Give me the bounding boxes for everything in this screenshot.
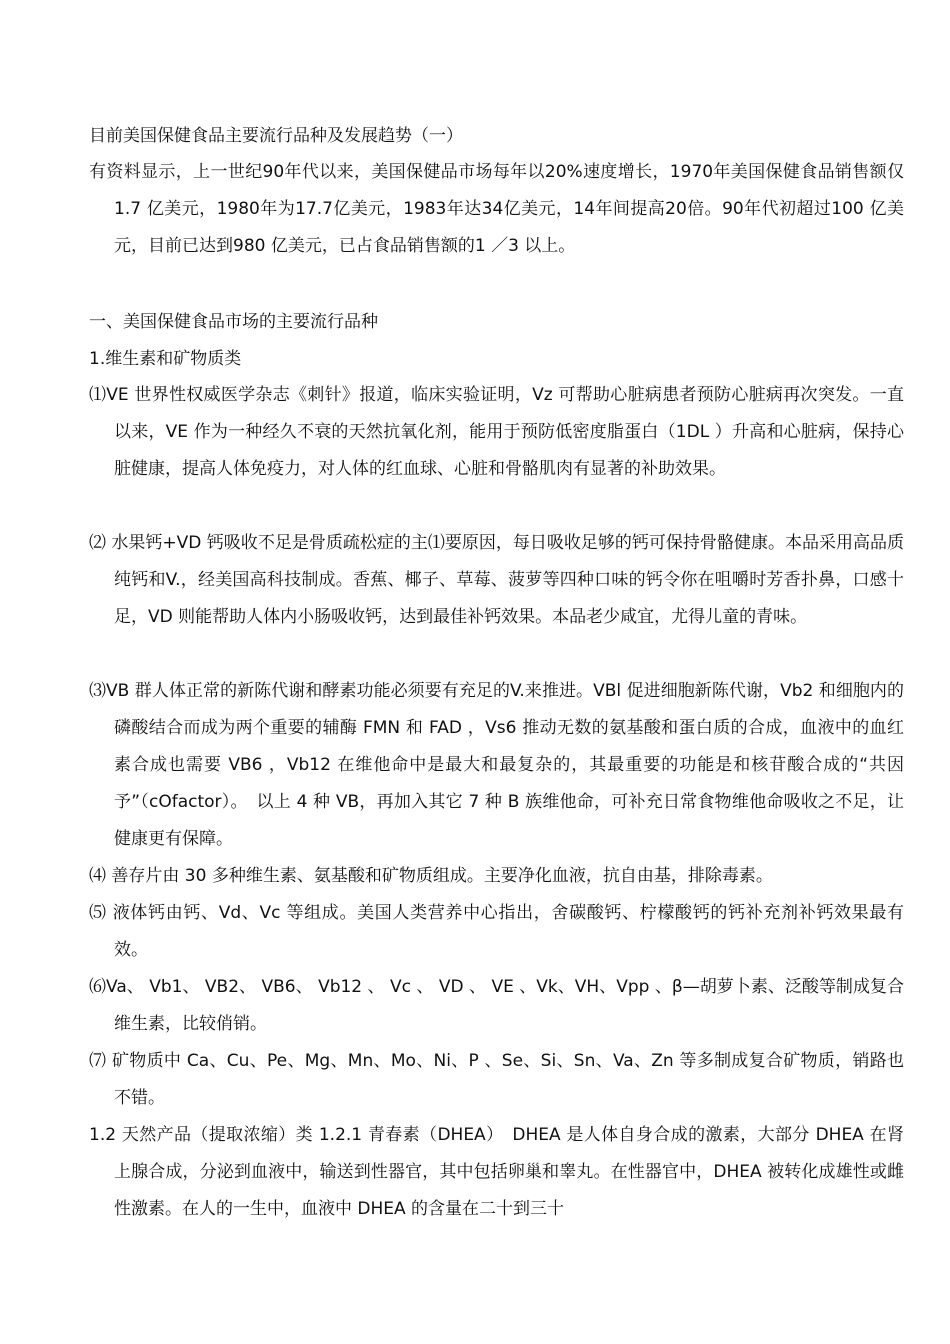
- list-item: ⑴VE 世界性权威医学杂志《刺针》报道，临床实验证明，Vz 可帮助心脏病患者预防心脏病再次突发。一直以来，VE 作为一种经久不衰的天然抗氧化剂，能用于预防低密度脂蛋白（1DL ）升高和心脏病，保持心脏健康，提高人体免疫力，对人体的红血球、心脏和骨骼肌肉有显著的补助效果。: [89, 385, 904, 479]
- subsection-heading: 1.维生素和矿物质类: [89, 349, 242, 369]
- list-item: ⑵ 水果钙+VD 钙吸收不足是骨质疏松症的主⑴要原因，每日吸收足够的钙可保持骨骼健康。本品采用高品质纯钙和V.，经美国高科技制成。香蕉、椰子、草莓、菠萝等四种口味的钙令你在咀嚼时芳香扑鼻，口感十足，VD 则能帮助人体内小肠吸收钙，达到最佳补钙效果。本品老少咸宜，尤得儿童的青味。: [89, 533, 904, 627]
- document-title: 目前美国保健食品主要流行品种及发展趋势（一）: [89, 126, 463, 146]
- list-item: ⑶VB 群人体正常的新陈代谢和酵素功能必须要有充足的V.来推进。VBl 促进细胞新陈代谢，Vb2 和细胞内的磷酸结合而成为两个重要的辅酶 FMN 和 FAD ，Vs6 推动无数的氨基酸和蛋白质的合成，血液中的血红素合成也需要 VB6 ，Vb12 在维他命中是最大和最复杂的，其最重要的功能是和核苷酸合成的“共因予”（cOfactor）。 以上 4 种 VB，再加入其它 7 种 B 族维他命，可补充日常食物维他命吸收之不足，让健康更有保障。: [89, 681, 904, 849]
- list-item: ⑸ 液体钙由钙、Vd、Vc 等组成。美国人类营养中心指出，舍碳酸钙、柠檬酸钙的钙补充剂补钙效果最有效。: [89, 903, 904, 960]
- intro-paragraph: 有资料显示，上一世纪90年代以来，美国保健品市场每年以20%速度增长，1970年美国保健食品销售额仅1.7 亿美元，1980年为17.7亿美元，1983年达34亿美元，14年间提高20倍。90年代初超过100 亿美元，目前已达到980 亿美元，已占食品销售额的1 ／3 以上。: [89, 162, 904, 256]
- list-item: ⑺ 矿物质中 Ca、Cu、Pe、Mg、Mn、Mo、Ni、P 、Se、Si、Sn、Va、Zn 等多制成复合矿物质，销路也不错。: [89, 1051, 904, 1108]
- section-heading: 一、美国保健食品市场的主要流行品种: [89, 312, 378, 332]
- section-paragraph: 1.2 天然产品（提取浓缩）类 1.2.1 青春素（DHEA） DHEA 是人体自身合成的激素，大部分 DHEA 在肾上腺合成，分泌到血液中，输送到性器官，其中包括卵巢和睾丸。在性器官中，DHEA 被转化成雄性或雌性激素。在人的一生中，血液中 DHEA 的含量在二十到三十: [89, 1125, 904, 1219]
- list-item: ⑷ 善存片由 30 多种维生素、氨基酸和矿物质组成。主要净化血液，抗自由基，排除毒素。: [89, 866, 773, 886]
- list-item: ⑹Va、 Vb1、 VB2、 VB6、 Vb12 、 Vc 、 VD 、 VE 、Vk、VH、Vpp 、β—胡萝卜素、泛酸等制成复合维生素，比较俏销。: [89, 977, 904, 1034]
